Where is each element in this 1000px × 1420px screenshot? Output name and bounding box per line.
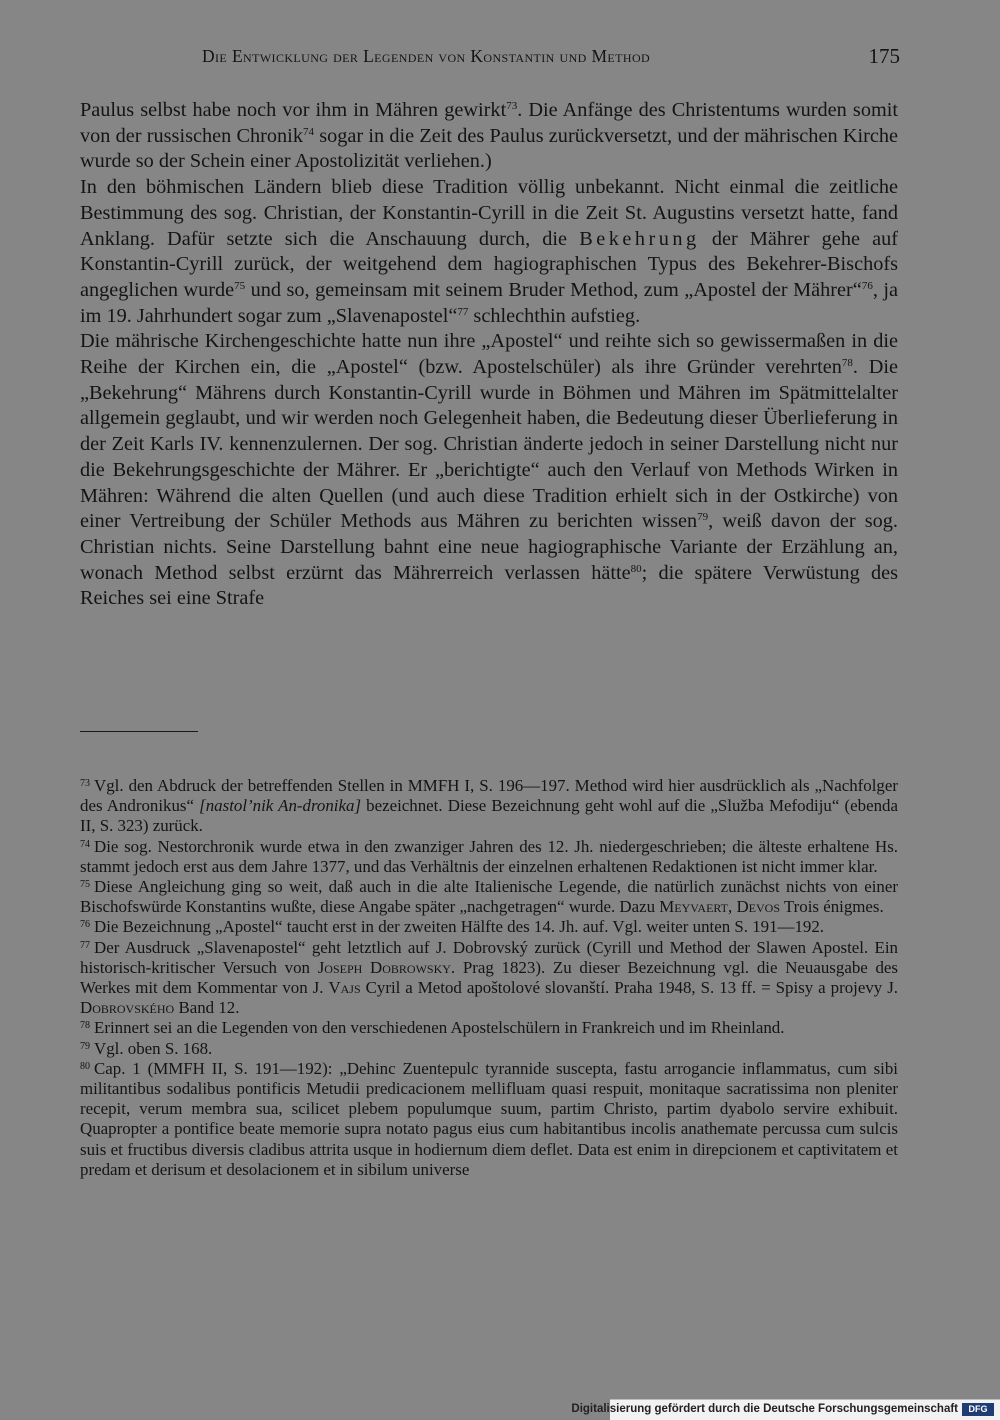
footnote-text: , xyxy=(728,897,737,917)
footnote-76 xyxy=(80,917,898,937)
footnote-text: Trois énigmes. xyxy=(780,897,884,917)
text-run: und so, gemeinsam mit seinem Bruder Method, zum „Apostel der Mährer“ xyxy=(245,278,862,301)
text-run: . Die „Bekehrung“ Mährens durch Konstantin-Cyrill wurde in Böhmen und Mähren im Spätmittelalter allgemein geglaubt, und wir werden noch Gelegenheit haben, die Bedeutung dieser Überlieferung in der Zeit Karls IV. kennenzulernen. Der sog. Christian änderte jedoch in seiner Darstellung nicht nur die Bekehrungsgeschichte der Mährer. Er „berichtigte“ auch den Verlauf von Methods Wirken in Mähren: Während die alten Quellen (und auch diese Tradition erhielt sich in der Ostkirche) von einer Vertreibung der Schüler Methods aus Mähren zu berichten wissen xyxy=(80,356,898,533)
running-title: Die Entwicklung der Legenden von Konstantin und Method xyxy=(202,46,651,66)
footnote-ref: 74 xyxy=(302,125,314,138)
footnote-number: 77 xyxy=(80,939,90,951)
footnote-ref: 79 xyxy=(697,511,709,524)
footnote-number: 80 xyxy=(80,1060,90,1072)
paragraph-3 xyxy=(80,329,898,612)
text-run: sogar in die Zeit des Paulus zurückversetzt, und der mährischen Kirche wurde so der Schein einer Apostolizität verliehen.) xyxy=(80,124,898,173)
text-run: . Die Anfänge des Christentums wurden somit von der russischen Chronik xyxy=(80,99,899,147)
paragraph-2 xyxy=(80,175,898,329)
footnote-text: Band 12. xyxy=(174,998,240,1018)
footnote-separator xyxy=(80,731,198,732)
text-run: , ja im 19. Jahrhundert sogar zum „Slavenapostel“ xyxy=(80,278,899,327)
footnote-text: . Prag 1823). Zu dieser Bezeichnung vgl. die Neuausgabe des Werkes mit dem Kommentar von J. xyxy=(80,957,899,998)
footnote-ref: 73 xyxy=(506,100,518,112)
dfg-logo-icon: DFG xyxy=(962,1403,994,1416)
author-name: Vajs xyxy=(328,978,361,998)
footnote-text: Vgl. den Abdruck der betreffenden Stellen in MMFH I, S. 196—197. Method wird hier ausdrücklich als „Nachfolger des Andronikus“ xyxy=(80,776,898,816)
footnote-text: Erinnert sei an die Legenden von den verschiedenen Apostelschülern in Frankreich und im Rheinland. xyxy=(94,1018,785,1038)
footnote-text: Die sog. Nestorchronik wurde etwa in den zwanziger Jahren des 12. Jh. niedergeschrieben; die älteste erhaltene Hs. stammt jedoch erst aus dem Jahre 1377, und das Verhältnis der einzelnen erhaltenen Redaktionen ist nicht immer klar. xyxy=(80,836,898,876)
footnote-number: 79 xyxy=(80,1040,90,1052)
footnotes xyxy=(80,776,898,1180)
footnote-74 xyxy=(80,837,898,877)
funding-banner xyxy=(571,1399,1000,1420)
footnote-text: Cap. 1 (MMFH II, S. 191—192): „Dehinc Zuentepulc tyrannide suscepta, fastu arrogancie inflammatus, cum sibi militantibus sodalibus pontificis Metudii predicacionem mellifluam quasi respuit, monitaque sacratissima non pleniter recepit, verum membra sua, scilicet plebem populumque suum, partim Christo, partim dyabolo servire exhibuit. Quapropter a pontifice beate memorie supra notato pagus eius cum habitantibus incolis anathemate percussa cum sulcis suis et fructibus diversis cladibus attrita usque in hodiernum diem deflet. Data est enim in direpcionem et captivitatem et predam et derisum et desolacionem et in sibilum universe xyxy=(80,1058,898,1179)
footnote-ref: 75 xyxy=(234,279,246,292)
text-run: ; die spätere Verwüstung des Reiches sei eine Strafe xyxy=(80,561,898,610)
text-run: Die mährische Kirchengeschichte hatte nun ihre „Apostel“ und reihte sich so gewissermaßen in die Reihe der Kirchen ein, die „Apostel“ (bzw. Apostelschüler) als ihre Gründer verehrten xyxy=(80,330,898,379)
footnote-number: 78 xyxy=(80,1020,90,1032)
footnote-italic: [nastol’nik An-dronika] xyxy=(199,796,362,816)
footnote-78 xyxy=(80,1018,898,1038)
paragraph-1 xyxy=(80,98,898,175)
footnote-75 xyxy=(80,877,898,917)
text-run: In den böhmischen Ländern blieb diese Tradition völlig unbekannt. Nicht einmal die zeitliche Bestimmung des sog. Christian, der Konstantin-Cyrill in die Zeit St. Augustins versetzt hatte, fand Anklang. Dafür setzte sich die Anschauung durch, die xyxy=(80,176,898,250)
text-run: der Mährer gehe auf Konstantin-Cyrill zurück, der weitgehend dem hagiographischen Typus des Bekehrer-Bischofs angeglichen wurde xyxy=(80,227,899,301)
footnote-number: 73 xyxy=(80,778,90,789)
footnote-79 xyxy=(80,1039,898,1059)
author-name: Dobrovského xyxy=(80,998,175,1018)
footnote-77 xyxy=(80,938,898,1019)
footnote-text: Der Ausdruck „Slavenapostel“ geht letztlich auf J. Dobrovský zurück (Cyrill und Method der Slawen Apostel. Ein historisch-kritischer Versuch von xyxy=(80,937,898,977)
footnote-text: Diese Angleichung ging so weit, daß auch in die alte Italienische Legende, die natürlich zunächst nichts von einer Bischofswürde Konstantins wußte, diese Angabe später „nachgetragen“ wurde. Dazu xyxy=(80,877,898,917)
footnote-ref: 78 xyxy=(841,357,853,370)
text-run: , weiß davon der sog. Christian nichts. Seine Darstellung bahnt eine neue hagiographische Variante der Erzählung an, wonach Method selbst erzürnt das Mährerreich verlassen hätte xyxy=(80,510,898,584)
author-name: Meyvaert xyxy=(659,897,729,917)
page-number: 175 xyxy=(868,44,900,68)
footnote-80 xyxy=(80,1059,898,1180)
footnote-text: Vgl. oben S. 168. xyxy=(94,1038,213,1058)
footnote-number: 75 xyxy=(80,879,90,891)
footnote-text: Cyril a Metod apoštolové slovanští. Praha 1948, S. 13 ff. = Spisy a projevy J. xyxy=(360,978,898,998)
main-text xyxy=(80,98,898,612)
author-name: Joseph Dobrowsky xyxy=(317,957,451,977)
text-run: Paulus selbst habe noch vor ihm in Mähren gewirkt xyxy=(80,99,507,121)
emphasized-word: Bekehrung xyxy=(579,227,700,250)
footnote-text: Die Bezeichnung „Apostel“ taucht erst in der zweiten Hälfte des 14. Jh. auf. Vgl. weiter unten S. 191—192. xyxy=(94,917,825,937)
funding-note: Digitalisierung gefördert durch die Deutsche Forschungsgemeinschaft xyxy=(571,1403,958,1415)
footnote-number: 76 xyxy=(80,919,90,931)
footnote-ref: 77 xyxy=(457,305,469,318)
text-run: schlechthin aufstieg. xyxy=(468,304,641,327)
footnote-73 xyxy=(80,776,898,837)
running-head xyxy=(80,44,900,74)
footnote-text: bezeichnet. Diese Bezeichnung geht wohl auf die „Služba Mefodiju“ (ebenda II, S. 323) zurück. xyxy=(80,796,898,836)
author-name: Devos xyxy=(736,897,781,917)
footnote-ref: 80 xyxy=(630,562,642,575)
footnote-number: 74 xyxy=(80,838,90,850)
footnote-ref: 76 xyxy=(861,279,873,292)
